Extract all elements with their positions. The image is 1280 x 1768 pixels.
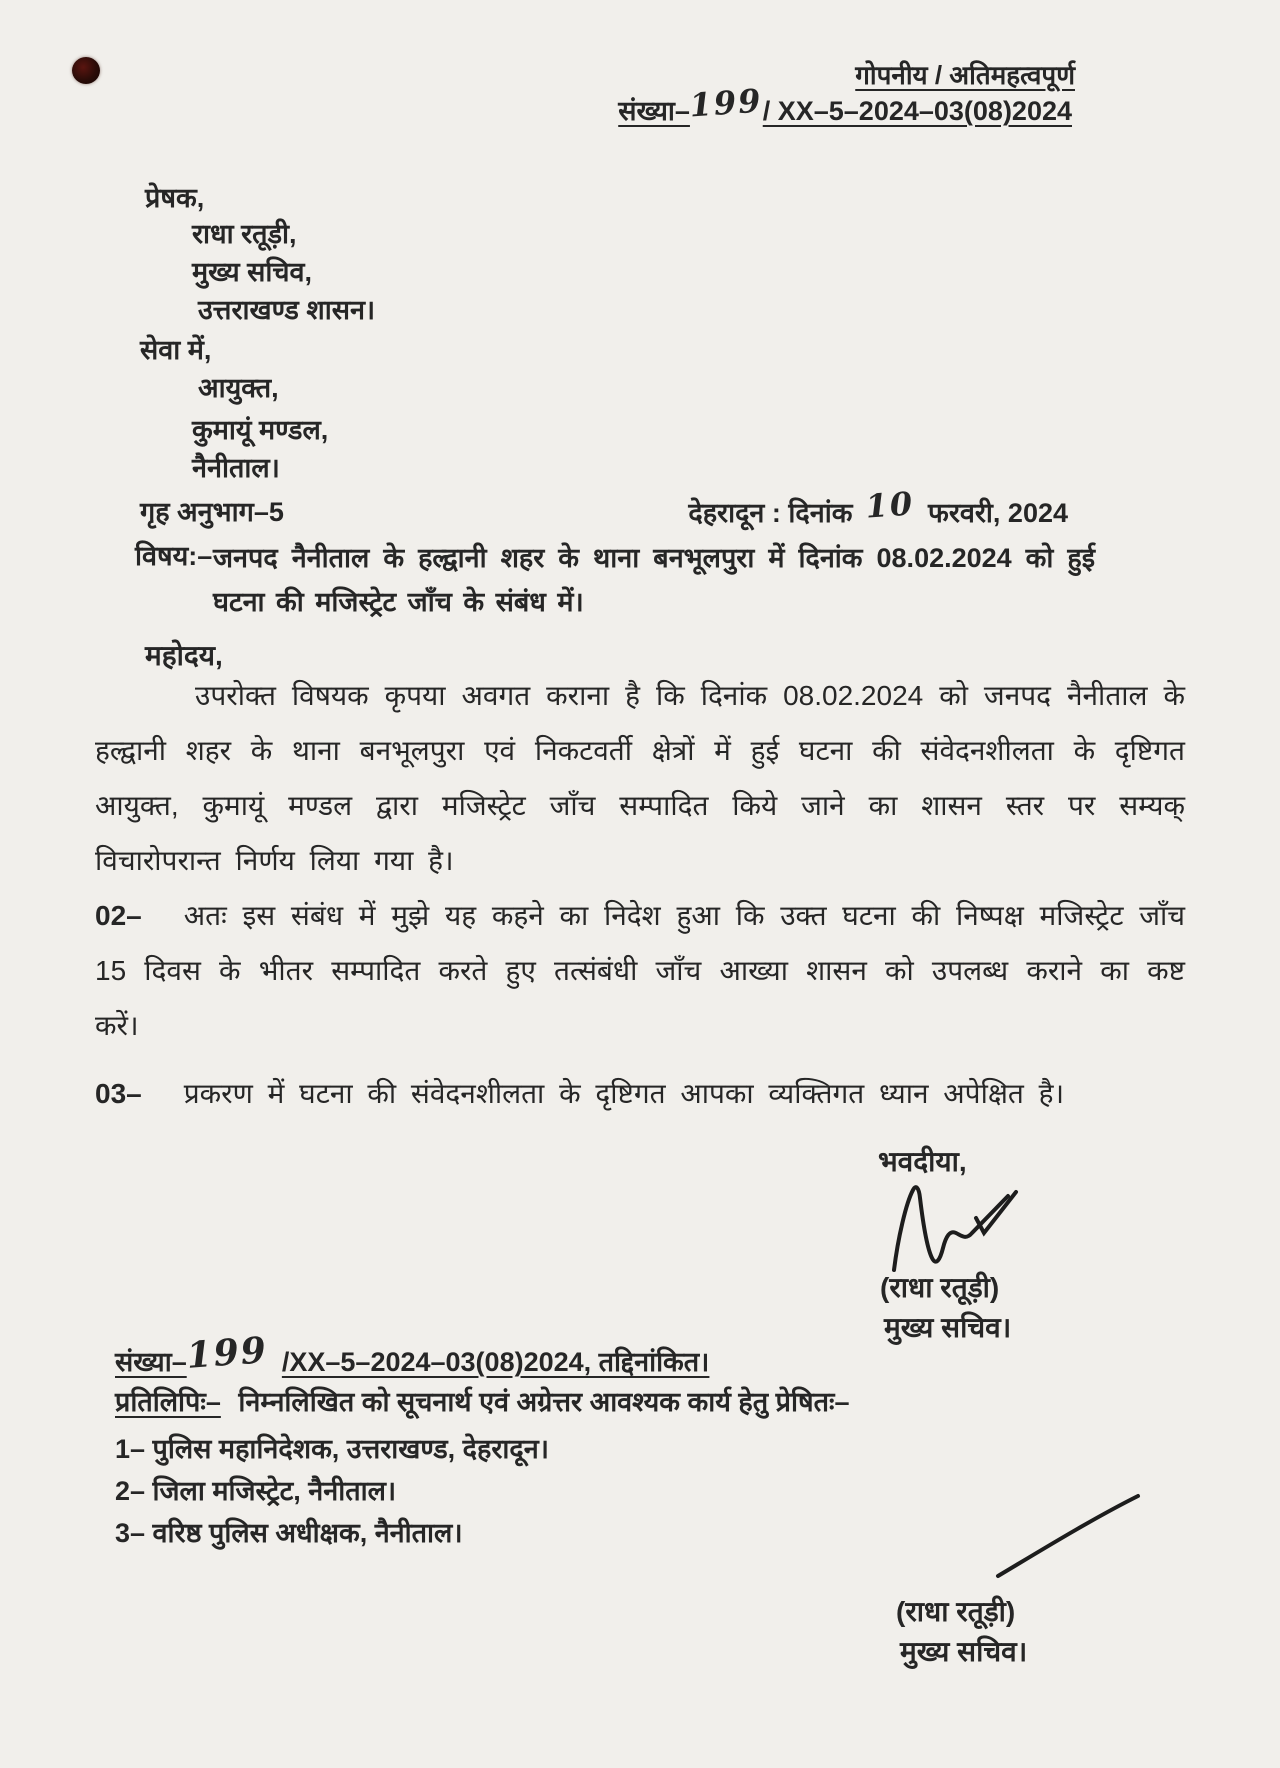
footer-signatory-title: मुख्य सचिव। <box>900 1636 1028 1667</box>
recipient-division: कुमायूं मण्डल, <box>192 415 329 445</box>
recipient-city: नैनीताल। <box>192 453 280 483</box>
section-label: गृह अनुभाग–5 <box>140 497 284 527</box>
paragraph-2-number: 02– <box>95 900 142 931</box>
paragraph-2-text: अतः इस संबंध में मुझे यह कहने का निदेश हुआ कि उक्त घटना की निष्पक्ष मजिस्ट्रेट जाँच 15 दिवस के भीतर सम्पादित करते हुए तत्संबंधी जाँच आख्या शासन को उपलब्ध कराने का कष्ट करें। <box>95 900 1185 1041</box>
place-date <box>688 484 1068 530</box>
reference-prefix: संख्या– <box>618 96 690 126</box>
body-paragraph-2 <box>95 888 1185 1053</box>
date-handwritten-day: 10 <box>864 484 916 526</box>
sender-label: प्रेषक, <box>145 183 205 213</box>
footer-signatory-name: (राधा रतूड़ी) <box>896 1596 1016 1627</box>
footer-reference-prefix: संख्या– <box>115 1347 187 1377</box>
signature-icon <box>880 1178 1030 1278</box>
recipient-label: सेवा में, <box>140 335 212 365</box>
subject-block <box>135 536 1095 624</box>
reference-suffix: / XX–5–2024–03(08)2024 <box>762 96 1072 126</box>
footer-reference-number <box>115 1329 710 1380</box>
subject-text: जनपद नैनीताल के हल्द्वानी शहर के थाना बनभूलपुरा में दिनांक 08.02.2024 को हुई घटना की मजिस्ट्रेट जाँच के संबंध में। <box>213 543 1095 617</box>
list-item: 2– जिला मजिस्ट्रेट, नैनीताल। <box>115 1476 397 1506</box>
sender-org: उत्तराखण्ड शासन। <box>198 295 376 325</box>
sender-title: मुख्य सचिव, <box>192 257 313 287</box>
distribution-list <box>115 1428 549 1554</box>
signatory-title: मुख्य सचिव। <box>884 1312 1012 1343</box>
copy-to-text: निम्नलिखित को सूचनार्थ एवं अग्रेत्तर आवश्यक कार्य हेतु प्रेषितः– <box>238 1387 850 1417</box>
recipient-designation: आयुक्त, <box>198 373 279 403</box>
place-date-suffix: फरवरी, 2024 <box>928 498 1068 528</box>
punch-hole-mark <box>72 57 100 84</box>
list-item: 3– वरिष्ठ पुलिस अधीक्षक, नैनीताल। <box>115 1518 463 1548</box>
body-paragraph-3 <box>95 1066 1185 1121</box>
salutation: महोदय, <box>145 640 223 671</box>
subject-label: विषय:– <box>135 541 213 571</box>
body-paragraph-1: उपरोक्त विषयक कृपया अवगत कराना है कि दिनांक 08.02.2024 को जनपद नैनीताल के हल्द्वानी शहर के थाना बनभूलपुरा एवं निकटवर्ती क्षेत्रों में हुई घटना की संवेदनशीलता के दृष्टिगत आयुक्त, कुमायूं मण्डल द्वारा मजिस्ट्रेट जाँच सम्पादित किये जाने का शासन स्तर पर सम्यक् विचारोपरान्त निर्णय लिया गया है। <box>95 680 1185 876</box>
classification-label: गोपनीय / अतिमहत्वपूर्ण <box>855 60 1075 90</box>
signature-stroke-icon <box>990 1492 1145 1582</box>
copy-to-line <box>115 1382 850 1419</box>
signatory-name: (राधा रतूड़ी) <box>880 1272 1000 1303</box>
paragraph-3-text: प्रकरण में घटना की संवेदनशीलता के दृष्टिगत आपका व्यक्तिगत ध्यान अपेक्षित है। <box>183 1078 1065 1109</box>
reference-handwritten-number: 199 <box>688 81 764 125</box>
sender-name: राधा रतूड़ी, <box>192 219 297 249</box>
place-date-prefix: देहरादून : दिनांक <box>688 498 853 528</box>
reference-number <box>618 81 1072 128</box>
closing-word: भवदीया, <box>878 1146 967 1177</box>
copy-to-label: प्रतिलिपिः– <box>115 1387 221 1417</box>
paragraph-3-number: 03– <box>95 1078 142 1109</box>
footer-reference-suffix: /XX–5–2024–03(08)2024, तद्दिनांकित। <box>281 1347 710 1377</box>
footer-reference-handwritten-number: 199 <box>184 1329 269 1377</box>
list-item: 1– पुलिस महानिदेशक, उत्तराखण्ड, देहरादून। <box>115 1434 549 1464</box>
